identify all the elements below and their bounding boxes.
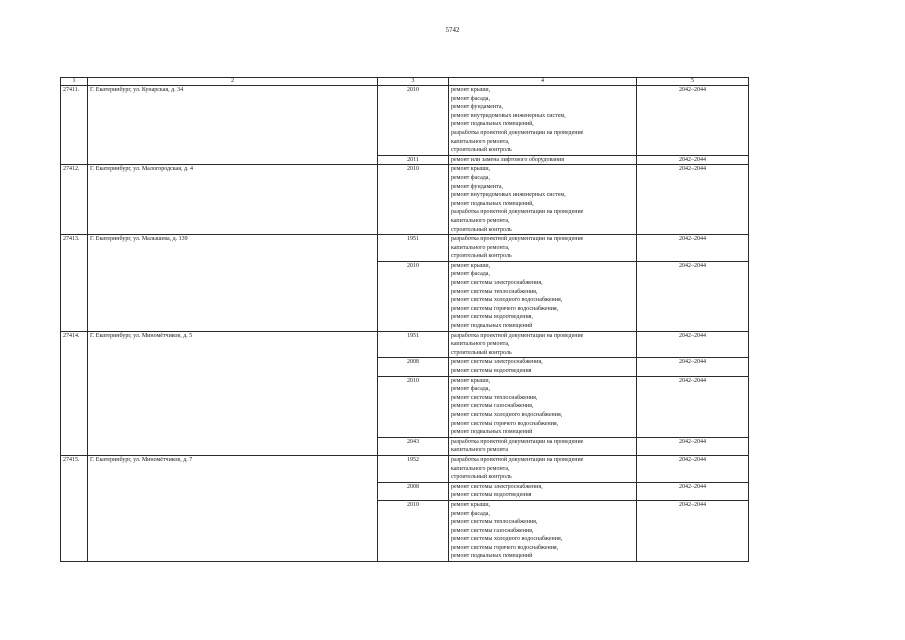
work-item: ремонт фундамента, — [451, 183, 503, 190]
planned-period: 2042–2044 — [637, 155, 749, 165]
works-cell — [449, 165, 637, 235]
work-item: капитального ремонта — [451, 447, 509, 454]
planned-period: 2042–2044 — [637, 235, 749, 262]
year-cell: 2011 — [378, 155, 449, 165]
work-item: ремонт системы электроснабжения, — [451, 483, 543, 490]
work-item: ремонт фасада, — [451, 510, 490, 517]
work-item: ремонт системы электроснабжения, — [451, 280, 543, 287]
work-item: ремонт крыши, — [451, 262, 491, 269]
works-cell — [449, 331, 637, 358]
year-cell: 1951 — [378, 235, 449, 262]
column-number: 4 — [449, 78, 637, 86]
work-item: ремонт подвальных помещений, — [451, 121, 534, 128]
work-item: ремонт внутридомовых инженерных систем, — [451, 192, 566, 199]
work-item: капитального ремонта, — [451, 341, 510, 348]
works-cell — [449, 155, 637, 165]
year-cell: 2010 — [378, 165, 449, 235]
planned-period: 2042–2044 — [637, 455, 749, 482]
works-cell — [449, 86, 637, 156]
year-cell: 1951 — [378, 331, 449, 358]
work-item: разработка проектной документации на проведение — [451, 332, 584, 339]
year-cell: 2010 — [378, 376, 449, 437]
works-cell — [449, 482, 637, 500]
year-cell: 2008 — [378, 482, 449, 500]
works-cell — [449, 358, 637, 376]
planned-period: 2042–2044 — [637, 331, 749, 358]
work-item: ремонт фасада, — [451, 174, 490, 181]
column-number: 5 — [637, 78, 749, 86]
work-item: ремонт системы электроснабжения, — [451, 359, 543, 366]
work-item: ремонт системы горячего водоснабжения, — [451, 420, 559, 427]
entry-number: 27414. — [61, 331, 88, 455]
works-cell — [449, 437, 637, 455]
entry-number: 27411. — [61, 86, 88, 165]
entry-number: 27413. — [61, 235, 88, 332]
works-cell — [449, 455, 637, 482]
work-item: ремонт подвальных помещений — [451, 323, 533, 330]
work-item: разработка проектной документации на проведение — [451, 438, 584, 445]
work-item: ремонт системы холодного водоснабжения, — [451, 411, 563, 418]
entry-number: 27415. — [61, 455, 88, 561]
work-item: строительный контроль — [451, 474, 512, 481]
works-cell — [449, 261, 637, 331]
table-row — [61, 235, 749, 262]
work-item: ремонт фасада, — [451, 95, 490, 102]
work-item: ремонт системы горячего водоснабжения, — [451, 305, 559, 312]
work-item: ремонт фасада, — [451, 386, 490, 393]
planned-period: 2042–2044 — [637, 437, 749, 455]
table-row — [61, 86, 749, 156]
work-item: ремонт подвальных помещений — [451, 553, 533, 560]
work-item: ремонт крыши, — [451, 501, 491, 508]
year-cell: 2010 — [378, 261, 449, 331]
work-item: ремонт крыши, — [451, 87, 491, 93]
building-address: Г. Екатеринбург, ул. Миномётчиков, д. 7 — [88, 455, 378, 561]
year-cell: 1952 — [378, 455, 449, 482]
planned-period: 2042–2044 — [637, 500, 749, 561]
year-cell: 2010 — [378, 86, 449, 156]
work-item: ремонт системы холодного водоснабжения, — [451, 297, 563, 304]
repair-schedule-table — [60, 77, 749, 562]
building-address: Г. Екатеринбург, ул. Кунарская, д. 34 — [88, 86, 378, 165]
work-item: ремонт или замена лифтового оборудования — [451, 156, 565, 163]
works-cell — [449, 235, 637, 262]
building-address: Г. Екатеринбург, ул. Миномётчиков, д. 5 — [88, 331, 378, 455]
column-number: 1 — [61, 78, 88, 86]
building-address: Г. Екатеринбург, ул. Малышева, д. 139 — [88, 235, 378, 332]
work-item: капитального ремонта, — [451, 138, 510, 145]
planned-period: 2042–2044 — [637, 261, 749, 331]
works-cell — [449, 500, 637, 561]
work-item: ремонт подвальных помещений, — [451, 200, 534, 207]
column-number: 2 — [88, 78, 378, 86]
work-item: строительный контроль — [451, 253, 512, 260]
table-row — [61, 331, 749, 358]
work-item: разработка проектной документации на проведение — [451, 129, 584, 136]
year-cell: 2010 — [378, 500, 449, 561]
work-item: ремонт крыши, — [451, 377, 491, 384]
column-number: 3 — [378, 78, 449, 86]
planned-period: 2042–2044 — [637, 86, 749, 156]
work-item: разработка проектной документации на проведение — [451, 236, 584, 243]
work-item: ремонт системы теплоснабжения, — [451, 519, 538, 526]
work-item: ремонт системы теплоснабжения, — [451, 288, 538, 295]
work-item: строительный контроль — [451, 226, 512, 233]
planned-period: 2042–2044 — [637, 482, 749, 500]
work-item: ремонт крыши, — [451, 166, 491, 173]
work-item: ремонт фасада, — [451, 271, 490, 278]
work-item: ремонт фундамента, — [451, 104, 503, 111]
work-item: капитального ремонта, — [451, 465, 510, 472]
work-item: разработка проектной документации на проведение — [451, 209, 584, 216]
planned-period: 2042–2044 — [637, 165, 749, 235]
work-item: ремонт системы газоснабжения, — [451, 527, 534, 534]
works-cell — [449, 376, 637, 437]
work-item: капитального ремонта, — [451, 217, 510, 224]
year-cell: 2043 — [378, 437, 449, 455]
table-row — [61, 165, 749, 235]
page-number: 5742 — [445, 26, 460, 34]
entry-number: 27412. — [61, 165, 88, 235]
work-item: ремонт системы горячего водоснабжения, — [451, 544, 559, 551]
building-address: Г. Екатеринбург, ул. Малогородская, д. 4 — [88, 165, 378, 235]
work-item: ремонт системы водоотведения — [451, 492, 532, 499]
work-item: ремонт системы водоотведения, — [451, 314, 533, 321]
work-item: строительный контроль — [451, 147, 512, 154]
work-item: ремонт системы водоотведения — [451, 368, 532, 374]
work-item: ремонт системы газоснабжения, — [451, 403, 534, 410]
year-cell: 2008 — [378, 358, 449, 376]
work-item: ремонт системы холодного водоснабжения, — [451, 536, 563, 543]
table-row — [61, 455, 749, 482]
work-item: разработка проектной документации на проведение — [451, 456, 584, 463]
work-item: ремонт системы теплоснабжения, — [451, 394, 538, 401]
work-item: строительный контроль — [451, 349, 512, 356]
planned-period: 2042–2044 — [637, 358, 749, 376]
column-number-row — [61, 78, 749, 86]
work-item: ремонт внутридомовых инженерных систем, — [451, 112, 566, 119]
planned-period: 2042–2044 — [637, 376, 749, 437]
work-item: ремонт подвальных помещений — [451, 429, 533, 436]
work-item: капитального ремонта, — [451, 244, 510, 251]
